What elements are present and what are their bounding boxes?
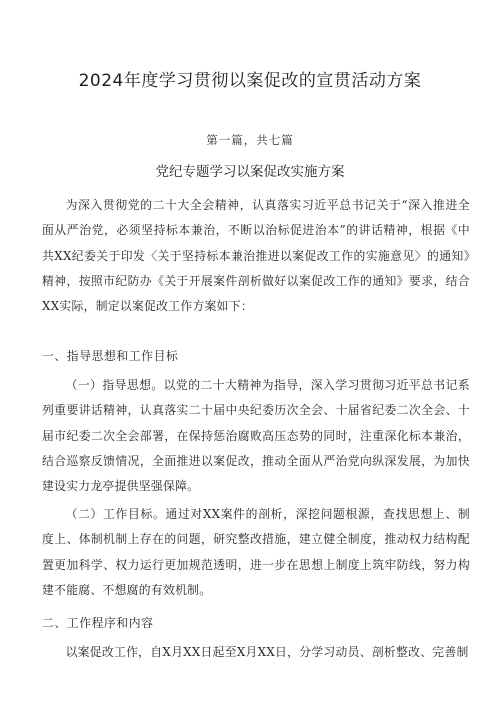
part-label: 第一篇，共七篇 xyxy=(206,133,294,147)
document-title: 2024年度学习贯彻以案促改的宣贯活动方案 xyxy=(78,71,422,91)
section-title: 党纪专题学习以案促改实施方案 xyxy=(155,164,345,180)
procedure-paragraph: 以案促改工作，自X月XX日起至X月XX日，分学习动员、剖析整改、完善制 xyxy=(65,645,469,659)
guiding-ideology-paragraph: （一）指导思想。以党的二十大精神为指导，深入学习贯彻习近平总书记系列重要讲话精神，认真落实二十届中央纪委历次全会、十届省纪委二次全会、十届市纪委二次全会部署，在保持惩治腐败高压态势的同时，注重深化标本兼治，结合巡察反馈情况，全面推进以案促改，推动全面从严治党向纵深发展，为加快建设实力龙亭提供坚强保障。 xyxy=(42,378,470,494)
section2-heading: 二、工作程序和内容 xyxy=(42,616,154,630)
section1-heading: 一、指导思想和工作目标 xyxy=(42,349,179,363)
work-goal-paragraph: （二）工作目标。通过对XX案件的剖析，深挖问题根源，查找思想上、制度上、体制机制上存在的问题，研究整改措施，建立健全制度，推动权力结构配置更加科学、权力运行更加规范透明，进一步在思想上制度上筑牢防线，努力构建不能腐、不想腐的有效机制。 xyxy=(42,507,470,597)
intro-paragraph: 为深入贯彻党的二十大全会精神，认真落实习近平总书记关于“深入推进全面从严治党，必须坚持标本兼治，不断以治标促进治本”的讲话精神，根据《中共XX纪委关于印发〈关于坚持标本兼治推进以案促改工作的实施意见〉的通知》精神，按照市纪防办《关于开展案件剖析做好以案促改工作的通知》要求，结合XX实际，制定以案促改工作方案如下： xyxy=(42,198,470,314)
